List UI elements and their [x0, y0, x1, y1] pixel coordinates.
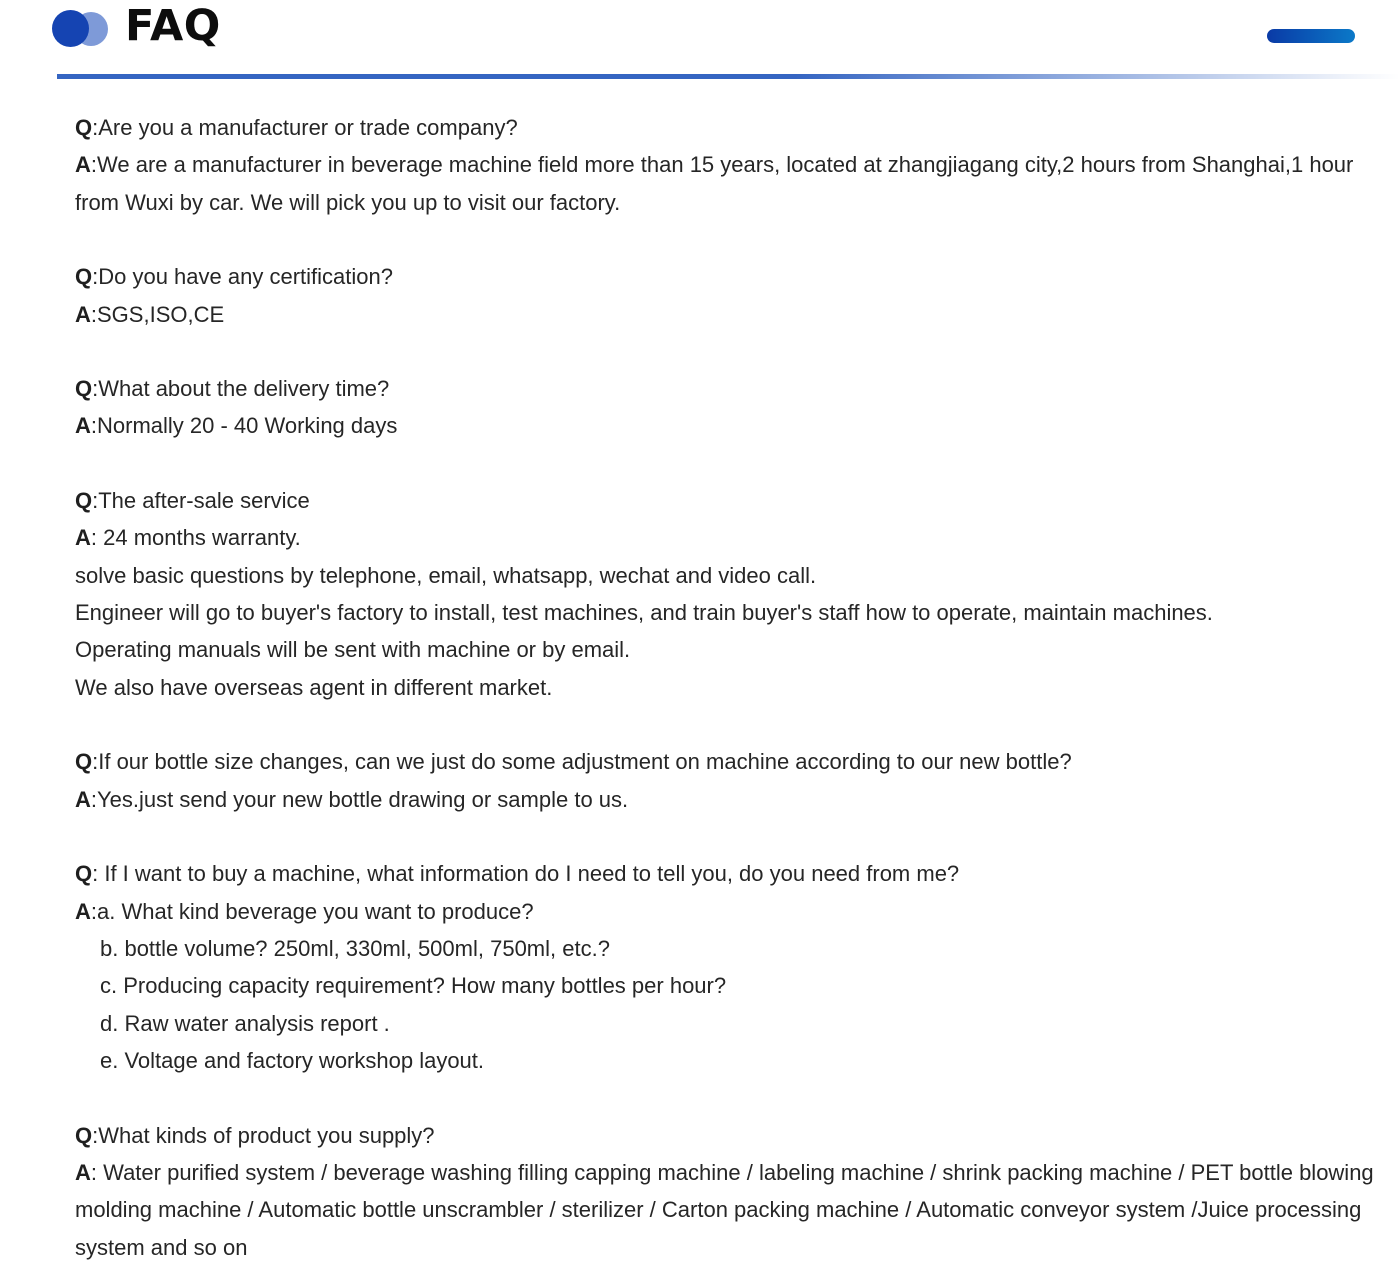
qa-prefix: Q	[75, 749, 93, 775]
qa-prefix: A	[75, 152, 91, 178]
qa-prefix: Q	[75, 376, 93, 402]
faq-block	[75, 743, 1390, 818]
qa-prefix: Q	[75, 115, 93, 140]
qa-text: e. Voltage and factory workshop layout.	[100, 1048, 485, 1074]
qa-prefix: A	[75, 786, 91, 812]
qa-text: : 24 months warranty.	[90, 525, 301, 551]
answer-line	[75, 519, 1390, 556]
faq-header	[0, 0, 1400, 80]
qa-text: :SGS,ISO,CE	[90, 301, 225, 327]
qa-prefix: Q	[75, 1122, 93, 1148]
answer-continuation-line	[75, 1005, 1390, 1042]
qa-text: :Do you have any certification?	[92, 264, 393, 290]
qa-text: :Are you a manufacturer or trade company?	[92, 115, 518, 140]
qa-text: Operating manuals will be sent with machine or by email.	[75, 637, 631, 663]
faq-block	[75, 370, 1390, 445]
qa-prefix: Q	[75, 487, 93, 513]
qa-text: :Yes.just send your new bottle drawing or sample to us.	[90, 786, 629, 812]
qa-prefix: A	[75, 301, 91, 327]
qa-prefix: Q	[75, 861, 93, 887]
question-line	[75, 109, 1390, 146]
qa-text: solve basic questions by telephone, email, whatsapp, wechat and video call.	[75, 562, 817, 588]
question-line	[75, 855, 1390, 892]
faq-list	[75, 109, 1390, 1286]
qa-text: d. Raw water analysis report .	[100, 1010, 390, 1036]
qa-text: : Water purified system / beverage washing filling capping machine / labeling machine / shrink packing machine / PET bottle blowing molding machine / Automatic bottle unscrambler / sterilizer / Carton packing machine / Automatic conveyor system /Juice processing system and so on	[75, 1159, 1374, 1260]
qa-text: c. Producing capacity requirement? How many bottles per hour?	[100, 973, 727, 999]
qa-prefix: A	[75, 1159, 91, 1185]
answer-continuation-line	[75, 930, 1390, 967]
answer-line	[75, 893, 1390, 930]
logo	[52, 9, 112, 49]
page-title: FAQ	[125, 1, 221, 51]
answer-continuation-line	[75, 594, 1390, 631]
question-line	[75, 743, 1390, 780]
faq-block	[75, 855, 1390, 1079]
qa-text: :a. What kind beverage you want to produce?	[90, 898, 534, 924]
qa-text: : If I want to buy a machine, what information do I need to tell you, do you need from me?	[92, 861, 960, 887]
faq-block	[75, 482, 1390, 706]
qa-text: :The after-sale service	[92, 487, 310, 513]
qa-text: :If our bottle size changes, can we just do some adjustment on machine according to our new bottle?	[92, 749, 1072, 775]
answer-continuation-line	[75, 557, 1390, 594]
logo-circle-dark-icon	[52, 10, 89, 47]
qa-text: We also have overseas agent in different market.	[75, 674, 553, 700]
header-accent-pill	[1267, 29, 1355, 43]
faq-block	[75, 1117, 1390, 1267]
answer-continuation-line	[75, 631, 1390, 668]
qa-prefix: A	[75, 898, 91, 924]
qa-prefix: A	[75, 525, 91, 551]
qa-text: :What about the delivery time?	[92, 376, 390, 402]
answer-line	[75, 1154, 1390, 1266]
question-line	[75, 1117, 1390, 1154]
answer-line	[75, 407, 1390, 444]
faq-block	[75, 109, 1390, 221]
question-line	[75, 482, 1390, 519]
answer-line	[75, 296, 1390, 333]
answer-continuation-line	[75, 1042, 1390, 1079]
answer-line	[75, 146, 1390, 221]
question-line	[75, 370, 1390, 407]
question-line	[75, 258, 1390, 295]
qa-text: :What kinds of product you supply?	[92, 1122, 435, 1148]
answer-line	[75, 781, 1390, 818]
faq-block	[75, 258, 1390, 333]
qa-prefix: Q	[75, 264, 93, 290]
qa-text: :Normally 20 - 40 Working days	[90, 413, 398, 439]
qa-prefix: A	[75, 413, 91, 439]
qa-text: :We are a manufacturer in beverage machine field more than 15 years, located at zhangjiagang city,2 hours from Shanghai,1 hour from Wuxi by car. We will pick you up to visit our factory.	[75, 152, 1354, 215]
qa-text: Engineer will go to buyer's factory to install, test machines, and train buyer's staff how to operate, maintain machines.	[75, 600, 1213, 626]
answer-continuation-line	[75, 967, 1390, 1004]
answer-continuation-line	[75, 669, 1390, 706]
header-divider	[57, 74, 1400, 79]
qa-text: b. bottle volume? 250ml, 330ml, 500ml, 750ml, etc.?	[100, 935, 610, 961]
